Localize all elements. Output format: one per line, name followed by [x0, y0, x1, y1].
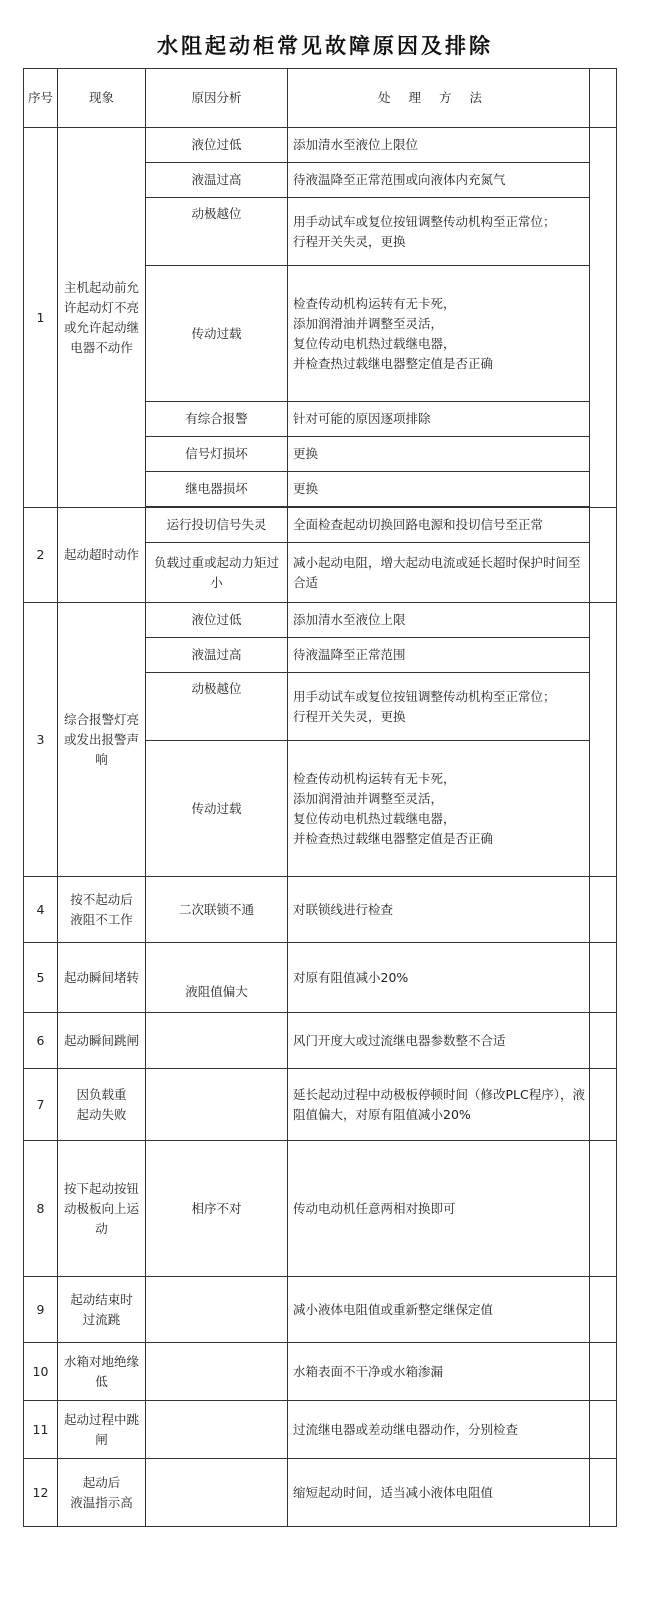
- row-cause: 液阻值偏大: [146, 943, 288, 1013]
- row-cause: 继电器损坏: [146, 472, 288, 507]
- row-number: 3: [24, 603, 58, 877]
- remedy-line: 添加润滑油并调整至灵活，: [293, 315, 444, 331]
- row-remedy: 过流继电器或差动继电器动作，分别检查: [288, 1401, 590, 1459]
- row-symptom: [58, 603, 146, 877]
- row-symptom: 水箱对地绝缘低: [58, 1343, 146, 1401]
- row-remedy: 待液温降至正常范围: [288, 638, 590, 673]
- row-remedy: 更换: [288, 472, 590, 507]
- row-number: 11: [24, 1401, 58, 1459]
- table-header-row: [24, 69, 617, 128]
- table-row: [24, 1069, 617, 1141]
- row-symptom: [58, 1459, 146, 1527]
- row-symptom: 起动瞬间堵转: [58, 943, 146, 1013]
- symptom-line: 动极板向上运动: [63, 1200, 139, 1236]
- table-row: [24, 128, 617, 163]
- remedy-line: 复位传动电机热过载继电器，: [293, 810, 456, 826]
- symptom-line: 液阻不工作: [70, 911, 133, 927]
- row-remedy: [288, 266, 590, 402]
- row-remedy: 缩短起动时间，适当减小液体电阻值: [288, 1459, 590, 1527]
- row-cause: 传动过载: [146, 741, 288, 877]
- symptom-line: 过流跳: [82, 1311, 121, 1327]
- row-extra: [590, 603, 617, 877]
- row-number: 6: [24, 1013, 58, 1069]
- remedy-line: 复位传动电机热过载继电器，: [293, 335, 456, 351]
- row-cause: 有综合报警: [146, 402, 288, 437]
- table-row: [24, 1141, 617, 1277]
- row-number: 5: [24, 943, 58, 1013]
- remedy-line: 并检查热过载继电器整定值是否正确: [293, 830, 494, 846]
- symptom-line: 起动后: [82, 1474, 121, 1490]
- table-row: [24, 1459, 617, 1527]
- row-remedy: 对原有阻值减小20%: [288, 943, 590, 1013]
- row-extra: [590, 1401, 617, 1459]
- fault-table: [23, 68, 617, 1527]
- table-row: [24, 508, 617, 543]
- remedy-line: 添加润滑油并调整至灵活，: [293, 790, 444, 806]
- symptom-line: 因负载重: [76, 1086, 127, 1102]
- row-remedy: 延长起动过程中动极板停顿时间（修改PLC程序），液阻值偏大，对原有阻值减小20%: [288, 1069, 590, 1141]
- row-number: 1: [24, 128, 58, 508]
- row-remedy: 待液温降至正常范围或向液体内充氮气: [288, 163, 590, 198]
- table-row: [24, 603, 617, 638]
- row-cause: 信号灯损坏: [146, 437, 288, 472]
- row-extra: [590, 508, 617, 603]
- row-remedy: 对联锁线进行检查: [288, 877, 590, 943]
- row-remedy: 添加清水至液位上限: [288, 603, 590, 638]
- row-cause: 传动过载: [146, 266, 288, 402]
- symptom-line: 按不起动后: [70, 891, 133, 907]
- row-remedy: 传动电动机任意两相对换即可: [288, 1141, 590, 1277]
- row-extra: [590, 1459, 617, 1527]
- remedy-line: 并检查热过载继电器整定值是否正确: [293, 355, 494, 371]
- row-symptom: [58, 1277, 146, 1343]
- row-symptom: 起动超时动作: [58, 508, 146, 603]
- row-number: 10: [24, 1343, 58, 1401]
- row-cause: [146, 1343, 288, 1401]
- header-num: 序号: [24, 69, 58, 128]
- row-symptom: [58, 1141, 146, 1277]
- row-extra: [590, 943, 617, 1013]
- row-remedy: [288, 673, 590, 741]
- header-extra: [590, 69, 617, 128]
- row-extra: [590, 128, 617, 508]
- symptom-line: 起动失败: [76, 1106, 127, 1122]
- remedy-line: 用手动试车或复位按钮调整传动机构至正常位；: [293, 688, 556, 704]
- row-cause: 二次联锁不通: [146, 877, 288, 943]
- remedy-line: 检查传动机构运转有无卡死，: [293, 295, 456, 311]
- row-cause: 运行投切信号失灵: [146, 508, 288, 543]
- symptom-line: 液温指示高: [70, 1494, 133, 1510]
- header-remedy: 处理方法: [288, 69, 590, 128]
- row-remedy: 更换: [288, 437, 590, 472]
- table-row: [24, 1013, 617, 1069]
- symptom-line: 起动结束时: [70, 1291, 133, 1307]
- row-symptom: 主机起动前允许起动灯不亮或允许起动继电器不动作: [58, 128, 146, 508]
- table-row: [24, 943, 617, 1013]
- row-extra: [590, 1013, 617, 1069]
- row-cause: [146, 1459, 288, 1527]
- row-cause: 动极越位: [146, 198, 288, 266]
- symptom-line: 综合报警灯亮: [63, 711, 139, 727]
- remedy-line: 用手动试车或复位按钮调整传动机构至正常位；: [293, 213, 556, 229]
- row-remedy: 风门开度大或过流继电器参数整不合适: [288, 1013, 590, 1069]
- symptom-line: 按下起动按钮: [63, 1180, 139, 1196]
- row-remedy: 减小起动电阻，增大起动电流或延长超时保护时间至合适: [288, 543, 590, 603]
- row-cause: [146, 1401, 288, 1459]
- row-number: 2: [24, 508, 58, 603]
- row-remedy: [288, 741, 590, 877]
- table-row: [24, 1277, 617, 1343]
- row-remedy: 添加清水至液位上限位: [288, 128, 590, 163]
- row-cause: 动极越位: [146, 673, 288, 741]
- table-row: [24, 877, 617, 943]
- row-remedy: [288, 198, 590, 266]
- row-remedy: 针对可能的原因逐项排除: [288, 402, 590, 437]
- remedy-line: 检查传动机构运转有无卡死，: [293, 770, 456, 786]
- table-row: [24, 1401, 617, 1459]
- row-number: 4: [24, 877, 58, 943]
- remedy-line: 行程开关失灵，更换: [293, 708, 406, 724]
- row-cause: [146, 1013, 288, 1069]
- header-symptom: 现象: [58, 69, 146, 128]
- row-cause: [146, 1277, 288, 1343]
- row-symptom: [58, 877, 146, 943]
- row-cause: 负载过重或起动力矩过小: [146, 543, 288, 603]
- remedy-line: 行程开关失灵，更换: [293, 233, 406, 249]
- row-remedy: 水箱表面不干净或水箱渗漏: [288, 1343, 590, 1401]
- row-remedy: 减小液体电阻值或重新整定继保定值: [288, 1277, 590, 1343]
- row-symptom: [58, 1069, 146, 1141]
- row-extra: [590, 1343, 617, 1401]
- row-number: 7: [24, 1069, 58, 1141]
- row-symptom: 起动瞬间跳闸: [58, 1013, 146, 1069]
- row-remedy: 全面检查起动切换回路电源和投切信号至正常: [288, 508, 590, 543]
- page-title: 水阻起动柜常见故障原因及排除: [157, 34, 493, 58]
- row-cause: [146, 1069, 288, 1141]
- symptom-line: 或发出报警声响: [63, 731, 139, 767]
- row-number: 8: [24, 1141, 58, 1277]
- row-cause: 液温过高: [146, 163, 288, 198]
- row-extra: [590, 1141, 617, 1277]
- row-cause: 液位过低: [146, 128, 288, 163]
- row-cause: 相序不对: [146, 1141, 288, 1277]
- header-cause: 原因分析: [146, 69, 288, 128]
- row-cause: 液温过高: [146, 638, 288, 673]
- row-extra: [590, 1069, 617, 1141]
- row-number: 9: [24, 1277, 58, 1343]
- row-number: 12: [24, 1459, 58, 1527]
- table-row: [24, 1343, 617, 1401]
- row-cause: 液位过低: [146, 603, 288, 638]
- row-symptom: 起动过程中跳闸: [58, 1401, 146, 1459]
- row-extra: [590, 877, 617, 943]
- row-extra: [590, 1277, 617, 1343]
